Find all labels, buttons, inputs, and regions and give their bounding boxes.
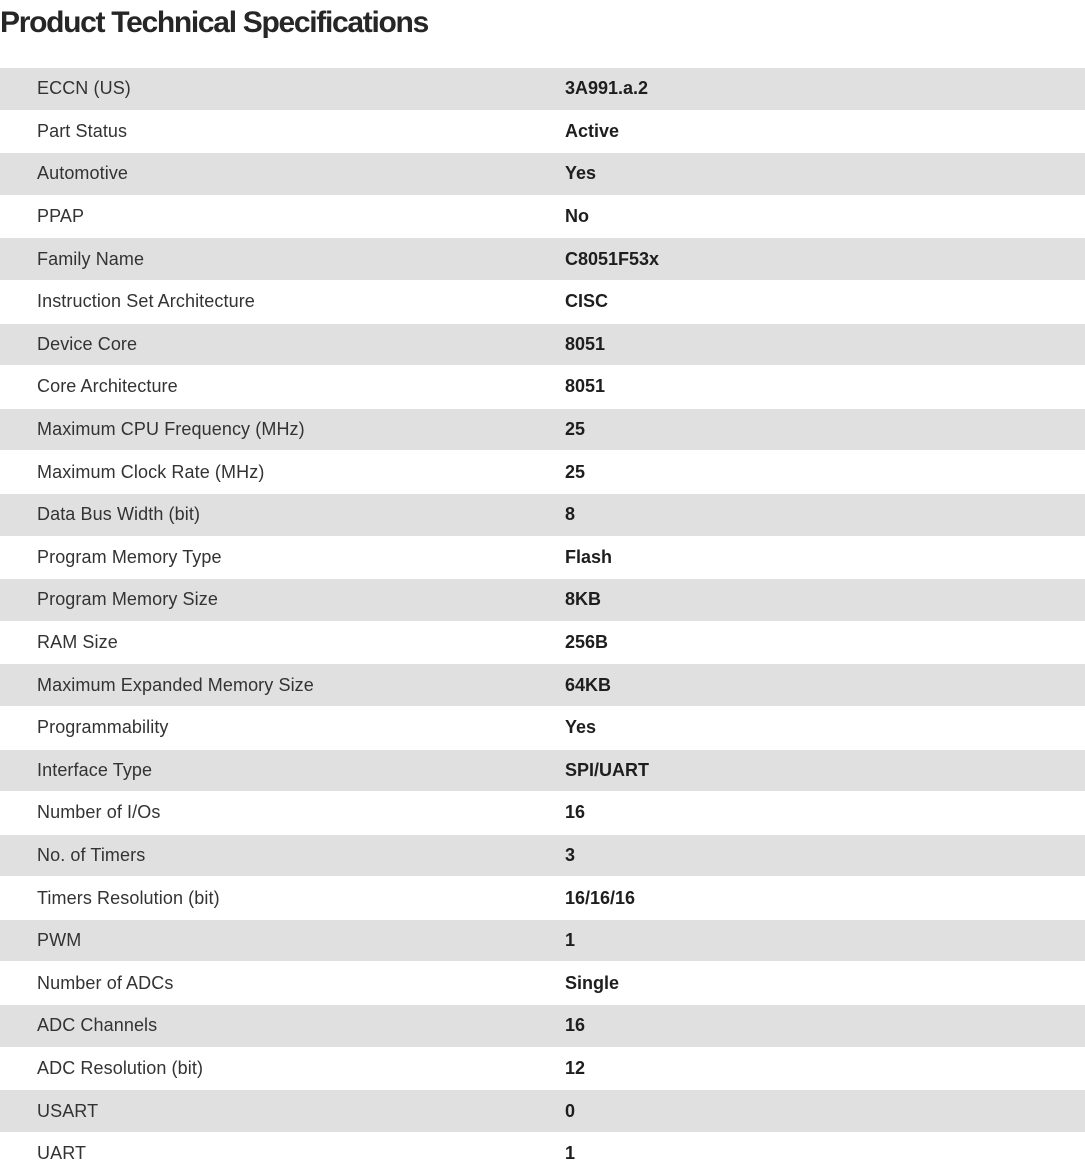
spec-label: PPAP [37, 206, 85, 227]
spec-value: 8 [565, 504, 576, 525]
spec-value: Flash [565, 546, 613, 567]
spec-value: 3 [565, 844, 576, 865]
spec-row [0, 1090, 1085, 1133]
spec-label: Family Name [37, 248, 145, 269]
spec-table [0, 68, 1085, 1175]
spec-row [0, 877, 1085, 920]
spec-row [0, 238, 1085, 281]
spec-label: ADC Channels [37, 1015, 158, 1036]
spec-row [0, 792, 1085, 835]
spec-value: 16/16/16 [565, 887, 636, 908]
spec-label: Automotive [37, 163, 129, 184]
spec-value: 16 [565, 1015, 586, 1036]
spec-label: Number of ADCs [37, 972, 174, 993]
spec-value: Yes [565, 717, 597, 738]
spec-row [0, 707, 1085, 750]
spec-row [0, 1048, 1085, 1091]
spec-row [0, 835, 1085, 878]
spec-value: C8051F53x [565, 248, 660, 269]
spec-value: 3A991.a.2 [565, 78, 649, 99]
spec-value: 64KB [565, 674, 612, 695]
spec-row [0, 153, 1085, 196]
spec-row [0, 324, 1085, 367]
spec-row [0, 920, 1085, 963]
spec-row [0, 1005, 1085, 1048]
spec-value: 1 [565, 930, 576, 951]
spec-row [0, 68, 1085, 111]
spec-value: 1 [565, 1143, 576, 1164]
spec-value: Yes [565, 163, 597, 184]
spec-label: Data Bus Width (bit) [37, 504, 201, 525]
spec-value: 16 [565, 802, 586, 823]
spec-row [0, 451, 1085, 494]
spec-row [0, 664, 1085, 707]
spec-row [0, 962, 1085, 1005]
spec-row [0, 409, 1085, 452]
spec-label: Program Memory Size [37, 589, 218, 610]
spec-value: 8051 [565, 376, 606, 397]
spec-value: 8KB [565, 589, 602, 610]
spec-label: USART [37, 1100, 99, 1121]
spec-row [0, 281, 1085, 324]
spec-value: 25 [565, 419, 586, 440]
spec-value: CISC [565, 291, 609, 312]
spec-row [0, 1133, 1085, 1175]
spec-label: PWM [37, 930, 82, 951]
spec-label: Program Memory Type [37, 546, 222, 567]
spec-value: 0 [565, 1100, 576, 1121]
spec-label: ECCN (US) [37, 78, 131, 99]
spec-row [0, 622, 1085, 665]
spec-label: ADC Resolution (bit) [37, 1057, 204, 1078]
page-title: Product Technical Specifications [0, 6, 428, 39]
spec-row [0, 366, 1085, 409]
spec-row [0, 579, 1085, 622]
spec-value: 256B [565, 632, 609, 653]
spec-row [0, 537, 1085, 580]
spec-label: Interface Type [37, 759, 153, 780]
spec-label: Device Core [37, 333, 138, 354]
spec-value: 25 [565, 461, 586, 482]
spec-label: Part Status [37, 120, 128, 141]
spec-value: No [565, 206, 589, 227]
spec-value: Active [565, 120, 620, 141]
spec-label: Maximum CPU Frequency (MHz) [37, 419, 305, 440]
spec-label: Programmability [37, 717, 169, 738]
spec-value: 8051 [565, 333, 606, 354]
spec-label: UART [37, 1143, 87, 1164]
spec-label: Timers Resolution (bit) [37, 887, 220, 908]
spec-label: RAM Size [37, 632, 118, 653]
spec-label: Maximum Expanded Memory Size [37, 674, 314, 695]
spec-label: Number of I/Os [37, 802, 161, 823]
spec-value: Single [565, 972, 620, 993]
spec-value: 12 [565, 1057, 586, 1078]
spec-row [0, 494, 1085, 537]
spec-row [0, 196, 1085, 239]
spec-row [0, 750, 1085, 793]
spec-value: SPI/UART [565, 759, 650, 780]
spec-label: Maximum Clock Rate (MHz) [37, 461, 265, 482]
spec-label: Core Architecture [37, 376, 178, 397]
spec-label: No. of Timers [37, 844, 146, 865]
spec-label: Instruction Set Architecture [37, 291, 255, 312]
spec-row [0, 111, 1085, 154]
